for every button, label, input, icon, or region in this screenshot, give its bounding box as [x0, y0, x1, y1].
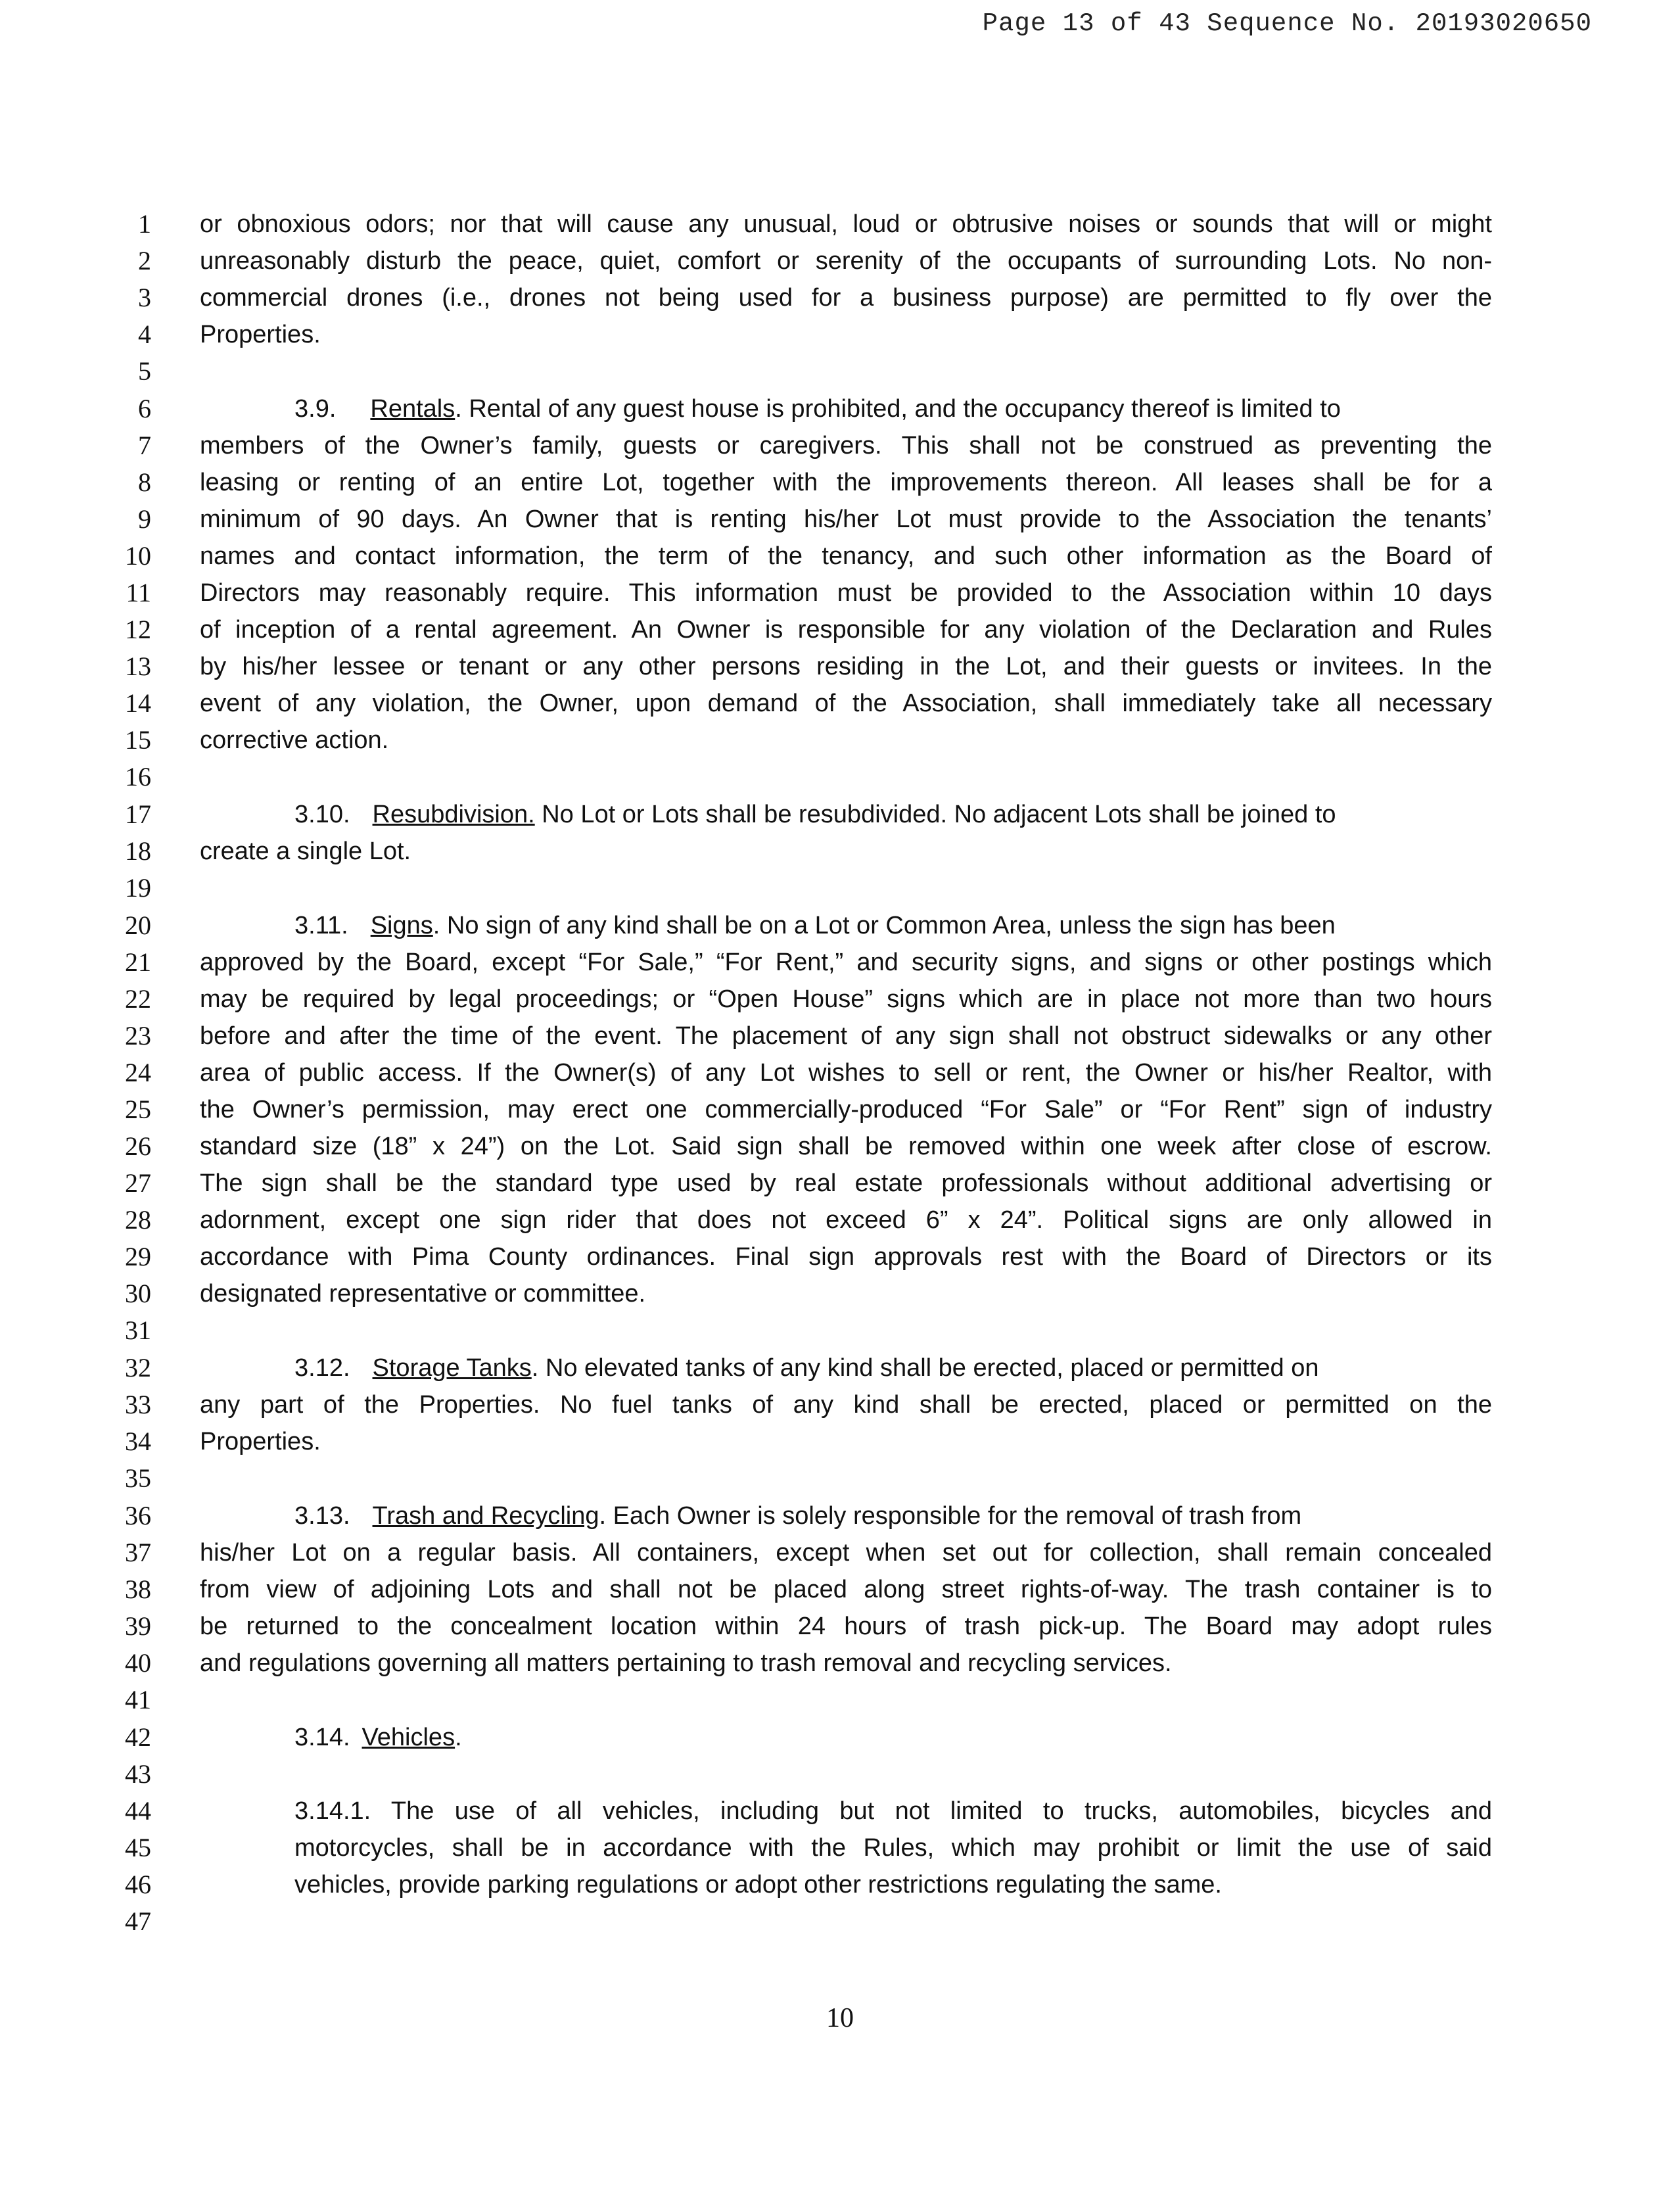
line-text: create a single Lot. [200, 838, 411, 865]
line-row [0, 1423, 1680, 1460]
section-number: 3.13. [294, 1502, 350, 1530]
line-number: 3 [138, 283, 151, 312]
line-text: area of public access. If the Owner(s) of any Lot wishes to sell or rent, the Owner or his/her Realtor, with [200, 1059, 1492, 1087]
section-text: . [455, 1724, 462, 1751]
line-number: 8 [138, 467, 151, 497]
section-number: 3.9. [294, 395, 337, 423]
line-text: designated representative or committee. [200, 1280, 646, 1308]
line-row [0, 907, 1680, 944]
line-row [0, 944, 1680, 981]
section-heading-line [294, 1350, 1492, 1386]
line-text: 3.14.1. The use of all vehicles, including but not limited to trucks, automobiles, bicycles and [294, 1797, 1492, 1825]
line-number: 41 [125, 1685, 151, 1714]
section-title: Trash and Recycling [372, 1502, 599, 1530]
line-text: event of any violation, the Owner, upon demand of the Association, shall immediately take all necessary [200, 690, 1492, 717]
line-text: commercial drones (i.e., drones not being used for a business purpose) are permitted to fly over the [200, 284, 1492, 312]
line-number: 1 [138, 209, 151, 239]
section-title: Vehicles [362, 1724, 455, 1751]
line-row [0, 1128, 1680, 1165]
section-number: 3.11. [294, 912, 348, 939]
line-row [0, 1018, 1680, 1054]
line-text: members of the Owner’s family, guests or caregivers. This shall not be construed as preventing the [200, 432, 1492, 460]
line-text: Properties. [200, 321, 321, 348]
line-number: 42 [125, 1722, 151, 1752]
line-number: 9 [138, 504, 151, 534]
section-text: . No elevated tanks of any kind shall be erected, placed or permitted on [531, 1354, 1319, 1382]
line-number: 39 [125, 1611, 151, 1641]
line-number: 2 [138, 246, 151, 275]
line-text: standard size (18” x 24”) on the Lot. Said sign shall be removed within one week after close of escrow. [200, 1133, 1492, 1160]
line-text: leasing or renting of an entire Lot, together with the improvements thereon. All leases shall be for a [200, 469, 1492, 496]
line-row [0, 1866, 1680, 1903]
line-row [0, 870, 1680, 907]
line-number: 31 [125, 1315, 151, 1345]
line-row [0, 1534, 1680, 1571]
line-text: adornment, except one sign rider that does not exceed 6” x 24”. Political signs are only allowed in [200, 1206, 1492, 1234]
line-text: his/her Lot on a regular basis. All containers, except when set out for collection, shall remain concealed [200, 1539, 1492, 1567]
line-number: 30 [125, 1279, 151, 1308]
line-row [0, 1719, 1680, 1756]
line-number: 28 [125, 1205, 151, 1235]
line-number: 35 [125, 1463, 151, 1493]
line-number: 44 [125, 1796, 151, 1826]
line-row [0, 1386, 1680, 1423]
line-number: 16 [125, 762, 151, 791]
line-number: 47 [125, 1906, 151, 1936]
line-row [0, 981, 1680, 1018]
section-text: No Lot or Lots shall be resubdivided. No adjacent Lots shall be joined to [534, 801, 1336, 828]
line-number: 40 [125, 1648, 151, 1678]
line-row [0, 1165, 1680, 1202]
line-number: 20 [125, 910, 151, 940]
line-row [0, 353, 1680, 390]
line-number: 45 [125, 1833, 151, 1862]
section-number: 3.10. [294, 801, 350, 828]
line-row [0, 1239, 1680, 1275]
line-number: 10 [125, 541, 151, 571]
line-text: before and after the time of the event. The placement of any sign shall not obstruct sidewalks or any other [200, 1022, 1492, 1050]
line-text: Directors may reasonably require. This information must be provided to the Association within 10 days [200, 579, 1492, 607]
line-row [0, 1460, 1680, 1497]
line-text: may be required by legal proceedings; or “Open House” signs which are in place not more than two hours [200, 985, 1492, 1013]
line-text: the Owner’s permission, may erect one commercially-produced “For Sale” or “For Rent” sign of industry [200, 1096, 1492, 1123]
line-number: 25 [125, 1095, 151, 1124]
line-row [0, 1275, 1680, 1312]
line-number: 22 [125, 984, 151, 1014]
line-row [0, 575, 1680, 611]
line-number: 43 [125, 1759, 151, 1789]
line-text: names and contact information, the term of the tenancy, and such other information as the Board of [200, 542, 1492, 570]
line-row [0, 1645, 1680, 1682]
line-number: 33 [125, 1390, 151, 1419]
line-text: and regulations governing all matters pertaining to trash removal and recycling services. [200, 1649, 1172, 1677]
section-heading-line [294, 907, 1492, 944]
line-number: 18 [125, 836, 151, 866]
line-number: 7 [138, 431, 151, 460]
section-title: Rentals [370, 395, 455, 423]
line-text: any part of the Properties. No fuel tanks of any kind shall be erected, placed or permitted on the [200, 1391, 1492, 1419]
line-row [0, 464, 1680, 501]
line-number: 6 [138, 394, 151, 423]
line-row [0, 685, 1680, 722]
line-number: 32 [125, 1353, 151, 1382]
section-title: Storage Tanks [372, 1354, 532, 1382]
line-row [0, 206, 1680, 243]
line-text: The sign shall be the standard type used by real estate professionals without additional advertising or [200, 1169, 1492, 1197]
line-number: 5 [138, 356, 151, 386]
line-number: 17 [125, 799, 151, 829]
line-text: Properties. [200, 1428, 321, 1455]
line-row [0, 1350, 1680, 1386]
line-row [0, 1054, 1680, 1091]
section-title: Signs [370, 912, 433, 939]
line-number: 46 [125, 1870, 151, 1899]
line-number: 12 [125, 615, 151, 644]
section-text: . Rental of any guest house is prohibited, and the occupancy thereof is limited to [455, 395, 1341, 423]
line-number: 37 [125, 1538, 151, 1567]
line-number: 4 [138, 319, 151, 349]
line-row [0, 722, 1680, 759]
line-row [0, 390, 1680, 427]
line-row [0, 1756, 1680, 1793]
section-text: . Each Owner is solely responsible for the removal of trash from [599, 1502, 1302, 1530]
line-row [0, 759, 1680, 795]
line-text: be returned to the concealment location within 24 hours of trash pick-up. The Board may adopt rules [200, 1613, 1492, 1640]
line-number: 14 [125, 688, 151, 718]
line-row [0, 1903, 1680, 1940]
line-row [0, 1498, 1680, 1534]
section-text: . No sign of any kind shall be on a Lot or Common Area, unless the sign has been [432, 912, 1336, 939]
line-number: 34 [125, 1427, 151, 1456]
section-heading-line [294, 796, 1492, 833]
line-row [0, 1202, 1680, 1239]
line-row [0, 279, 1680, 316]
line-row [0, 1682, 1680, 1718]
line-row [0, 1571, 1680, 1608]
line-number: 36 [125, 1501, 151, 1530]
line-text: minimum of 90 days. An Owner that is renting his/her Lot must provide to the Association the tenants’ [200, 506, 1492, 533]
section-heading-line [294, 1498, 1492, 1534]
line-number: 26 [125, 1131, 151, 1161]
line-text: accordance with Pima County ordinances. Final sign approvals rest with the Board of Directors or its [200, 1243, 1492, 1271]
line-row [0, 648, 1680, 685]
line-text: of inception of a rental agreement. An Owner is responsible for any violation of the Declaration and Rules [200, 616, 1492, 644]
line-row [0, 538, 1680, 575]
line-text: or obnoxious odors; nor that will cause any unusual, loud or obtrusive noises or sounds that will or might [200, 210, 1492, 238]
line-number: 11 [126, 578, 151, 607]
line-row [0, 316, 1680, 353]
line-row [0, 796, 1680, 833]
line-text: approved by the Board, except “For Sale,” “For Rent,” and security signs, and signs or other postings which [200, 949, 1492, 976]
line-number: 29 [125, 1242, 151, 1271]
line-number: 24 [125, 1058, 151, 1087]
line-row [0, 833, 1680, 870]
page-sequence-header: Page 13 of 43 Sequence No. 20193020650 [982, 9, 1592, 38]
section-heading-line [294, 390, 1492, 427]
line-number: 13 [125, 651, 151, 681]
line-text: by his/her lessee or tenant or any other persons residing in the Lot, and their guests or invitees. In the [200, 653, 1492, 680]
line-row [0, 1312, 1680, 1349]
line-text: vehicles, provide parking regulations or adopt other restrictions regulating the same. [294, 1871, 1222, 1899]
page-number: 10 [826, 2003, 854, 2033]
line-text: corrective action. [200, 726, 389, 754]
section-number: 3.14. [294, 1724, 350, 1751]
section-heading-line [294, 1719, 1492, 1756]
line-text: unreasonably disturb the peace, quiet, comfort or serenity of the occupants of surrounding Lots. No non- [200, 247, 1492, 275]
line-number: 38 [125, 1574, 151, 1604]
line-number: 27 [125, 1168, 151, 1198]
line-row [0, 501, 1680, 538]
section-number: 3.12. [294, 1354, 350, 1382]
line-row [0, 243, 1680, 279]
section-title: Resubdivision. [372, 801, 535, 828]
line-row [0, 1608, 1680, 1645]
line-number: 21 [125, 947, 151, 977]
line-row [0, 1829, 1680, 1866]
line-text: motorcycles, shall be in accordance with the Rules, which may prohibit or limit the use of said [294, 1834, 1492, 1862]
line-number: 15 [125, 725, 151, 755]
line-number: 19 [125, 873, 151, 903]
line-row [0, 611, 1680, 648]
line-row [0, 1091, 1680, 1128]
line-row [0, 1793, 1680, 1829]
line-row [0, 427, 1680, 464]
line-text: from view of adjoining Lots and shall not be placed along street rights-of-way. The trash container is to [200, 1576, 1492, 1603]
line-number: 23 [125, 1021, 151, 1050]
